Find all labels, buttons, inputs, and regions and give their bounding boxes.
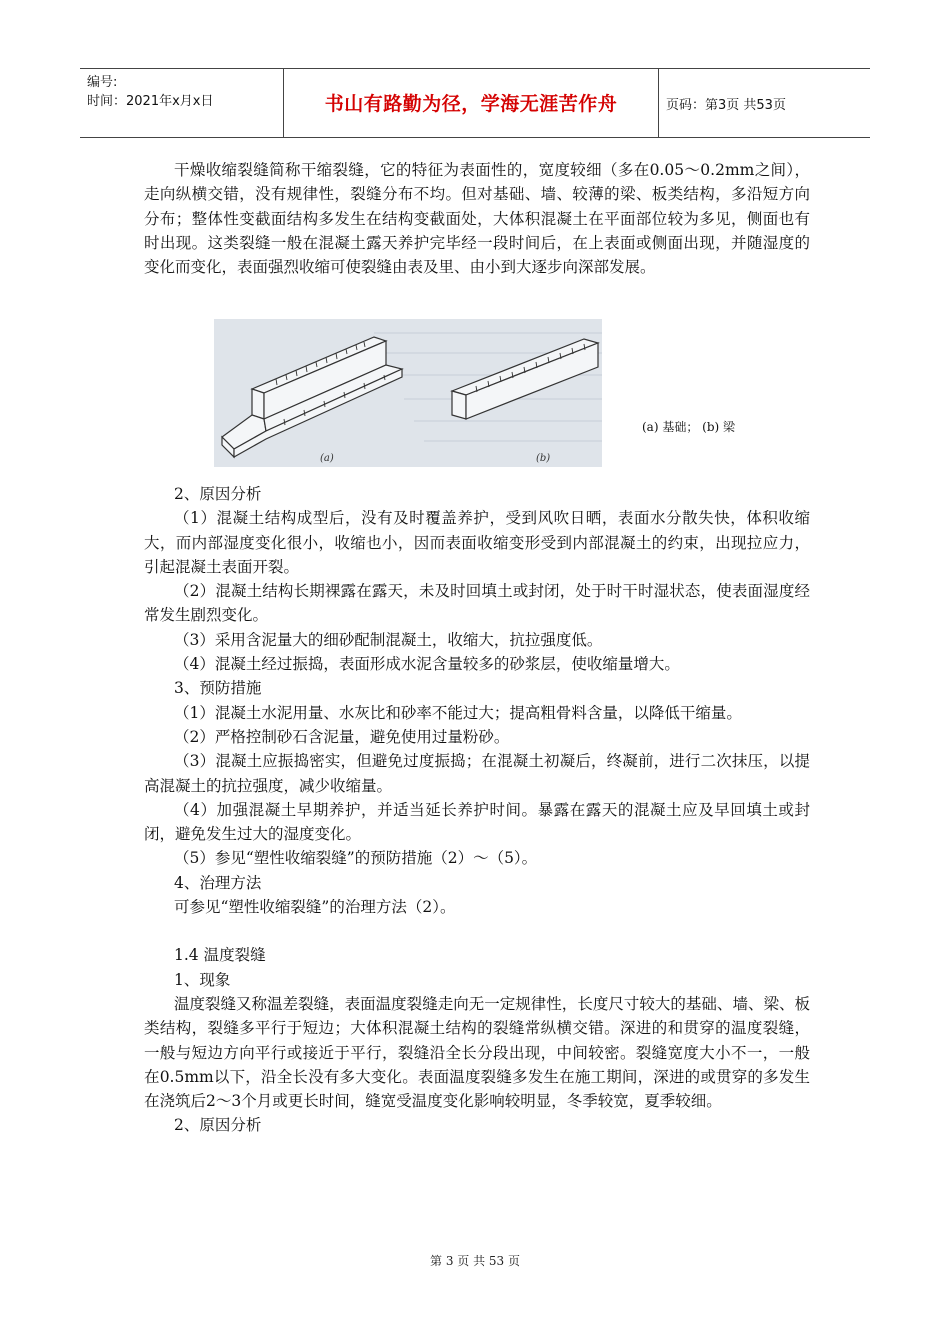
prevention-item: （1）混凝土水泥用量、水灰比和砂率不能过大；提高粗骨料含量，以降低干缩量。 (174, 703, 742, 722)
body-main (144, 482, 810, 1138)
phenomenon-text: 温度裂缝又称温差裂缝，表面温度裂缝走向无一定规律性，长度尺寸较大的基础、墙、梁、板类结构，裂缝多平行于短边；大体积混凝土结构的裂缝常纵横交错。深进的和贯穿的温度裂缝，一般与短边方向平行或接近于平行，裂缝沿全长分段出现，中间较密。裂缝宽度大小不一，一般在0.5mm以下，沿全长没有多大变化。表面温度裂缝多发生在施工期间，深进的或贯穿的多发生在浇筑后2～3个月或更长时间，缝宽受温度变化影响较明显，冬季较宽，夏季较细。 (144, 994, 810, 1111)
prevention-item: （3）混凝土应振捣密实，但避免过度振捣；在混凝土初凝后，终凝前，进行二次抹压，以提高混凝土的抗拉强度，减少收缩量。 (144, 752, 810, 795)
header-meta (87, 73, 213, 111)
treatment-text: 可参见“塑性收缩裂缝”的治理方法（2）。 (174, 898, 456, 917)
prevention-heading: 3、预防措施 (174, 679, 262, 698)
cause-item: （2）混凝土结构长期裸露在露天，未及时回填土或封闭，处于时干时湿状态，使表面湿度经常发生剧烈变化。 (144, 582, 810, 625)
cause-item: （3）采用含泥量大的细砂配制混凝土，收缩大，抗拉强度低。 (174, 630, 603, 649)
figure-label-b: (b) (536, 453, 551, 464)
crack-diagram-figure (214, 319, 602, 467)
phenomenon-heading: 1、现象 (174, 970, 231, 989)
prevention-item: （4）加强混凝土早期养护，并适当延长养护时间。暴露在露天的混凝土应及早回填土或封闭，避免发生过大的湿度变化。 (144, 800, 810, 844)
section-gap (144, 919, 810, 943)
prevention-item: （2）严格控制砂石含泥量，避免使用过量粉砂。 (174, 727, 510, 746)
page-header (80, 68, 870, 138)
treatment-heading: 4、治理方法 (174, 873, 262, 892)
figure-caption: (a) 基础； (b) 梁 (642, 420, 736, 434)
time-label: 时间：2021年x月x日 (87, 94, 214, 109)
header-page-info: 页码：第3页 共53页 (666, 98, 786, 113)
header-divider (658, 69, 659, 137)
intro-paragraph: 干燥收缩裂缝简称干缩裂缝，它的特征为表面性的，宽度较细（多在0.05～0.2mm之间），走向纵横交错，没有规律性，裂缝分布不均。但对基础、墙、较薄的梁、板类结构，多沿短方向分布；整体性变截面结构多发生在结构变截面处，大体积混凝土在平面部位较为多见，侧面也有时出现。这类裂缝一般在混凝土露天养护完毕经一段时间后，在上表面或侧面出现，并随湿度的变化而变化，表面强烈收缩可使裂缝由表及里、由小到大逐步向深部发展。 (144, 161, 810, 277)
section-title: 1.4 温度裂缝 (174, 946, 266, 965)
body-top (144, 158, 810, 279)
header-motto: 书山有路勤为径，学海无涯苦作舟 (324, 93, 618, 115)
number-label: 编号: (87, 75, 118, 90)
page-footer: 第 3 页 共 53 页 (430, 1254, 520, 1268)
cause-item: （4）混凝土经过振捣，表面形成水泥含量较多的砂浆层，使收缩量增大。 (174, 655, 680, 674)
figure-label-a: (a) (320, 453, 334, 464)
cause-item: （1）混凝土结构成型后，没有及时覆盖养护，受到风吹日晒，表面水分散失快，体积收缩大，而内部湿度变化很小，收缩也小，因而表面收缩变形受到内部混凝土的约束，出现拉应力，引起混凝土表面开裂。 (144, 509, 810, 576)
prevention-item: （5）参见“塑性收缩裂缝”的预防措施（2）～（5）。 (174, 849, 538, 868)
cause-heading: 2、原因分析 (174, 485, 262, 503)
cause-heading-2: 2、原因分析 (174, 1116, 262, 1135)
